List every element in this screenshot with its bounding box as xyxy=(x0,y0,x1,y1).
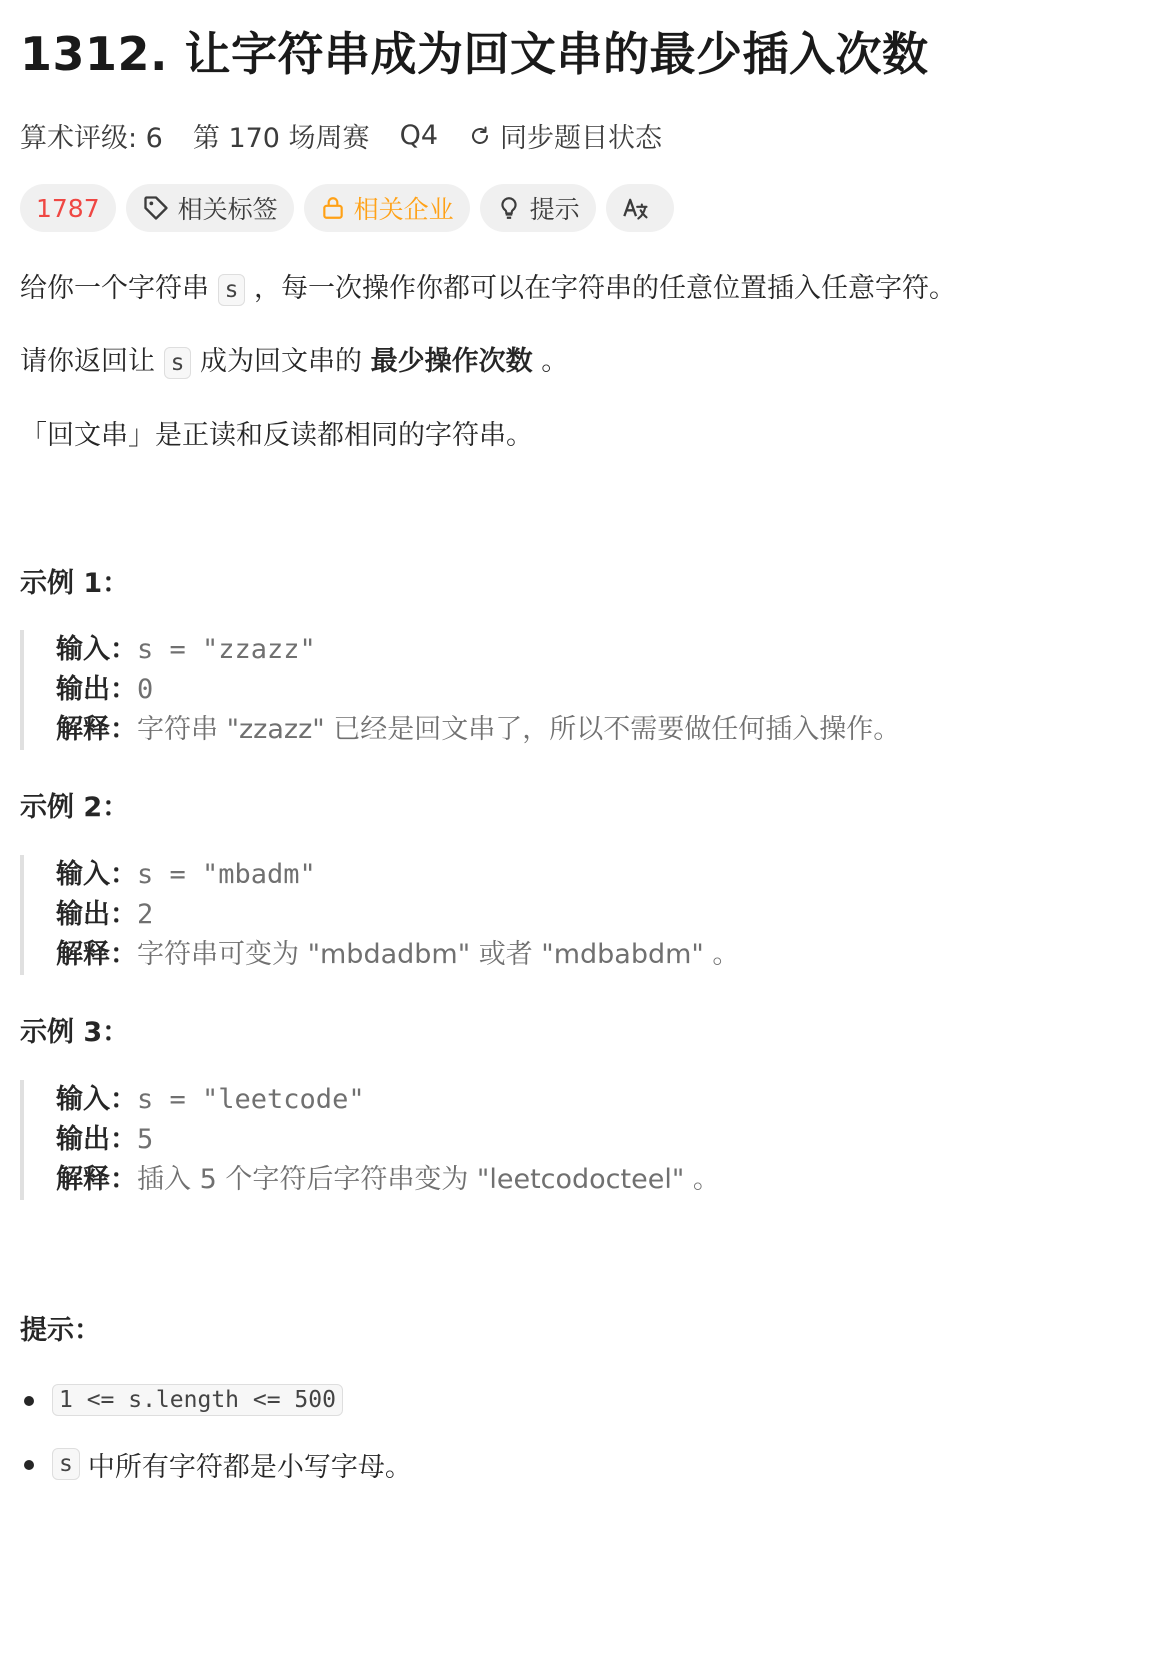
lightbulb-icon xyxy=(496,195,522,221)
description-paragraph-2 xyxy=(20,339,568,378)
description-paragraph-3: 「回文串」是正读和反读都相同的字符串。 xyxy=(20,420,533,451)
contest-link[interactable]: 第 170 场周赛 xyxy=(192,123,370,154)
example-output-line xyxy=(56,895,1156,935)
explain-value: 插入 5 个字符后字符串变为 "leetcodocteel" 。 xyxy=(137,1164,720,1195)
example-output-line xyxy=(56,1120,1156,1160)
example-1-block xyxy=(20,630,1156,750)
inline-code: 1 <= s.length <= 500 xyxy=(52,1384,343,1416)
example-explain-line xyxy=(56,710,1156,750)
input-label: 输入： xyxy=(56,1084,137,1115)
description-text: ，每一次操作你都可以在字符串的任意位置插入任意字符。 xyxy=(254,273,957,304)
difficulty-badge: 1787 xyxy=(20,184,116,232)
explain-label: 解释： xyxy=(56,714,137,745)
inline-code: s xyxy=(164,347,192,379)
lock-icon xyxy=(320,195,346,221)
inline-code: s xyxy=(52,1448,80,1480)
description-text: 。 xyxy=(541,346,569,377)
example-1-heading: 示例 1： xyxy=(20,568,130,599)
related-companies-label: 相关企业 xyxy=(353,195,454,224)
output-value: 2 xyxy=(137,899,154,930)
description-text: 成为回文串的 xyxy=(200,346,363,377)
translate-button[interactable] xyxy=(606,184,674,232)
sync-status-label: 同步题目状态 xyxy=(500,123,662,154)
quarter-label: Q4 xyxy=(399,120,438,151)
description-paragraph-1 xyxy=(20,266,956,305)
example-input-line xyxy=(56,1080,1156,1120)
hint-button[interactable] xyxy=(480,184,596,232)
input-label: 输入： xyxy=(56,634,137,665)
refresh-icon xyxy=(468,124,492,148)
explain-value: 字符串 "zzazz" 已经是回文串了，所以不需要做任何插入操作。 xyxy=(137,714,901,745)
problem-title: 1312. 让字符串成为回文串的最少插入次数 xyxy=(20,27,929,81)
related-tags-button[interactable] xyxy=(126,184,294,232)
constraint-text: 中所有字符都是小写字母。 xyxy=(87,1451,412,1483)
related-companies-button[interactable] xyxy=(304,184,470,232)
example-input-line xyxy=(56,630,1156,670)
related-tags-label: 相关标签 xyxy=(177,195,278,224)
example-output-line xyxy=(56,670,1156,710)
output-label: 输出： xyxy=(56,674,137,705)
example-explain-line xyxy=(56,935,1156,975)
explain-label: 解释： xyxy=(56,1164,137,1195)
description-strong: 最少操作次数 xyxy=(370,346,533,377)
input-value: s = "mbadm" xyxy=(137,859,316,890)
constraints-list xyxy=(20,1380,412,1508)
example-input-line xyxy=(56,855,1156,895)
input-value: s = "leetcode" xyxy=(137,1084,365,1115)
tag-icon xyxy=(142,194,170,222)
inline-code: s xyxy=(218,274,246,306)
constraints-heading: 提示： xyxy=(20,1315,101,1346)
hint-label: 提示 xyxy=(529,195,580,224)
output-label: 输出： xyxy=(56,899,137,930)
example-2-heading: 示例 2： xyxy=(20,792,130,823)
explain-label: 解释： xyxy=(56,939,137,970)
rating-label: 算术评级: 6 xyxy=(20,123,163,154)
sync-status-button[interactable] xyxy=(468,116,662,155)
example-3-heading: 示例 3： xyxy=(20,1017,130,1048)
example-3-block xyxy=(20,1080,1156,1200)
input-value: s = "zzazz" xyxy=(137,634,316,665)
output-label: 输出： xyxy=(56,1124,137,1155)
output-value: 0 xyxy=(137,674,154,705)
explain-value: 字符串可变为 "mbdadbm" 或者 "mdbabdm" 。 xyxy=(137,939,740,970)
input-label: 输入： xyxy=(56,859,137,890)
tag-bar xyxy=(20,184,674,232)
bullet-dot xyxy=(24,1460,34,1470)
list-item xyxy=(20,1380,412,1420)
translate-icon xyxy=(622,194,650,222)
description-text: 给你一个字符串 xyxy=(20,273,209,304)
example-2-block xyxy=(20,855,1156,975)
problem-meta xyxy=(20,116,662,155)
description-text: 请你返回让 xyxy=(20,346,155,377)
list-item xyxy=(20,1444,412,1484)
example-explain-line xyxy=(56,1160,1156,1200)
bullet-dot xyxy=(24,1396,34,1406)
output-value: 5 xyxy=(137,1124,154,1155)
